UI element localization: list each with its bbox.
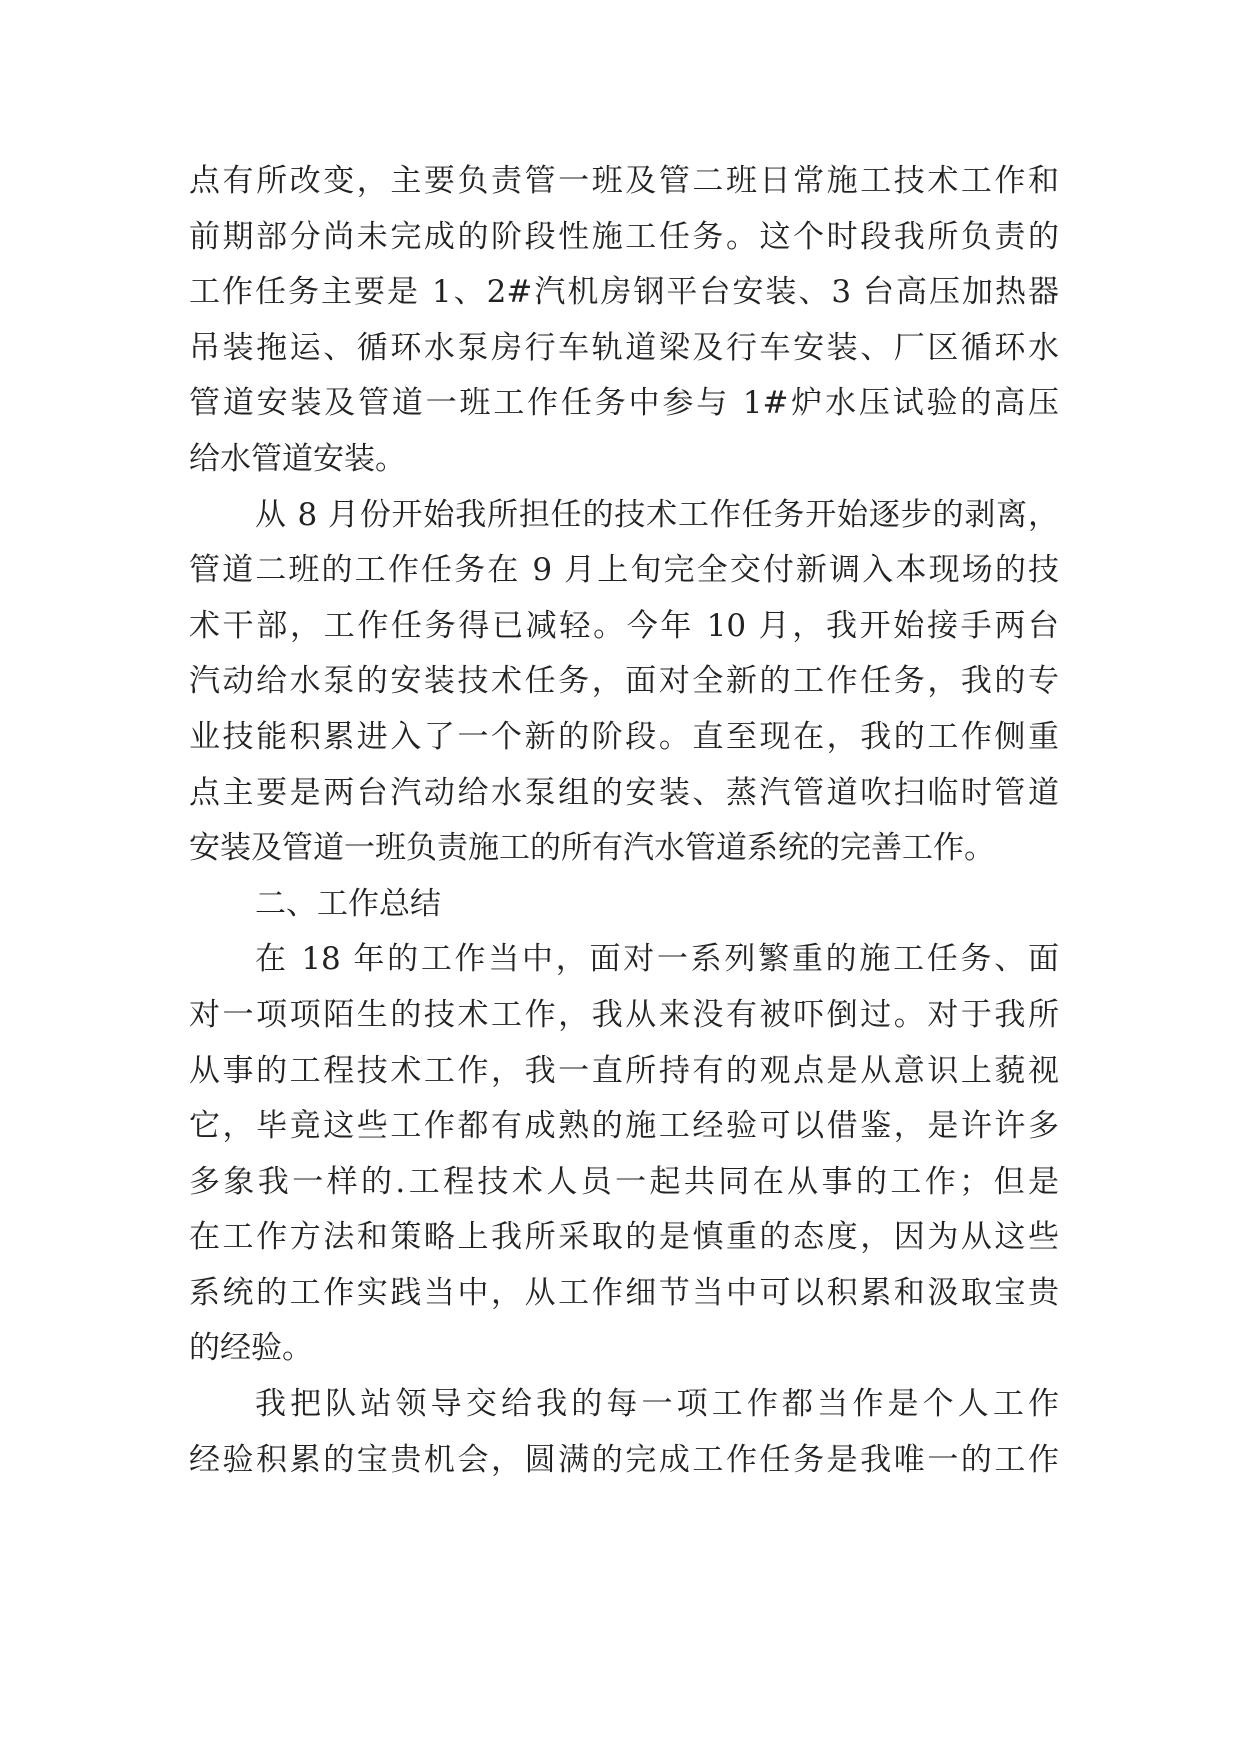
text-line: 多象我一样的.工程技术人员一起共同在从事的工作；但是 bbox=[189, 1163, 1059, 1200]
text-line: 汽动给水泵的安装技术任务，面对全新的工作任务，我的专 bbox=[189, 663, 1059, 700]
paragraph-first-line: 在 18 年的工作当中，面对一系列繁重的施工任务、面 bbox=[255, 941, 1059, 978]
text-line: 从事的工程技术工作，我一直所持有的观点是从意识上藐视 bbox=[189, 1052, 1059, 1089]
document-body bbox=[189, 154, 1059, 1488]
text-line: 术干部，工作任务得已减轻。今年 10 月，我开始接手两台 bbox=[189, 607, 1059, 644]
text-line: 吊装拖运、循环水泵房行车轨道梁及行车安装、厂区循环水 bbox=[189, 329, 1059, 366]
text-line: 点主要是两台汽动给水泵组的安装、蒸汽管道吹扫临时管道 bbox=[189, 774, 1059, 811]
text-line: 安装及管道一班负责施工的所有汽水管道系统的完善工作。 bbox=[189, 830, 995, 867]
text-line: 前期部分尚未完成的阶段性施工任务。这个时段我所负责的 bbox=[189, 218, 1059, 255]
text-line: 工作任务主要是 1、2#汽机房钢平台安装、3 台高压加热器 bbox=[189, 274, 1059, 311]
text-line: 在工作方法和策略上我所采取的是慎重的态度，因为从这些 bbox=[189, 1219, 1059, 1256]
text-line: 经验积累的宝贵机会，圆满的完成工作任务是我唯一的工作 bbox=[189, 1441, 1059, 1478]
text-line: 系统的工作实践当中，从工作细节当中可以积累和汲取宝贵 bbox=[189, 1274, 1059, 1311]
paragraph-first-line: 从 8 月份开始我所担任的技术工作任务开始逐步的剥离， bbox=[255, 496, 1059, 533]
text-line: 管道安装及管道一班工作任务中参与 1#炉水压试验的高压 bbox=[189, 385, 1059, 422]
text-line: 点有所改变，主要负责管一班及管二班日常施工技术工作和 bbox=[189, 163, 1059, 199]
section-heading: 二、工作总结 bbox=[255, 885, 441, 922]
text-line: 它，毕竟这些工作都有成熟的施工经验可以借鉴，是许许多 bbox=[189, 1108, 1059, 1145]
text-line: 的经验。 bbox=[189, 1330, 313, 1367]
text-line: 给水管道安装。 bbox=[189, 440, 406, 477]
paragraph-first-line: 我把队站领导交给我的每一项工作都当作是个人工作 bbox=[255, 1386, 1059, 1423]
text-line: 管道二班的工作任务在 9 月上旬完全交付新调入本现场的技 bbox=[189, 552, 1059, 589]
text-line: 对一项项陌生的技术工作，我从来没有被吓倒过。对于我所 bbox=[189, 996, 1059, 1033]
text-line: 业技能积累进入了一个新的阶段。直至现在，我的工作侧重 bbox=[189, 718, 1059, 755]
